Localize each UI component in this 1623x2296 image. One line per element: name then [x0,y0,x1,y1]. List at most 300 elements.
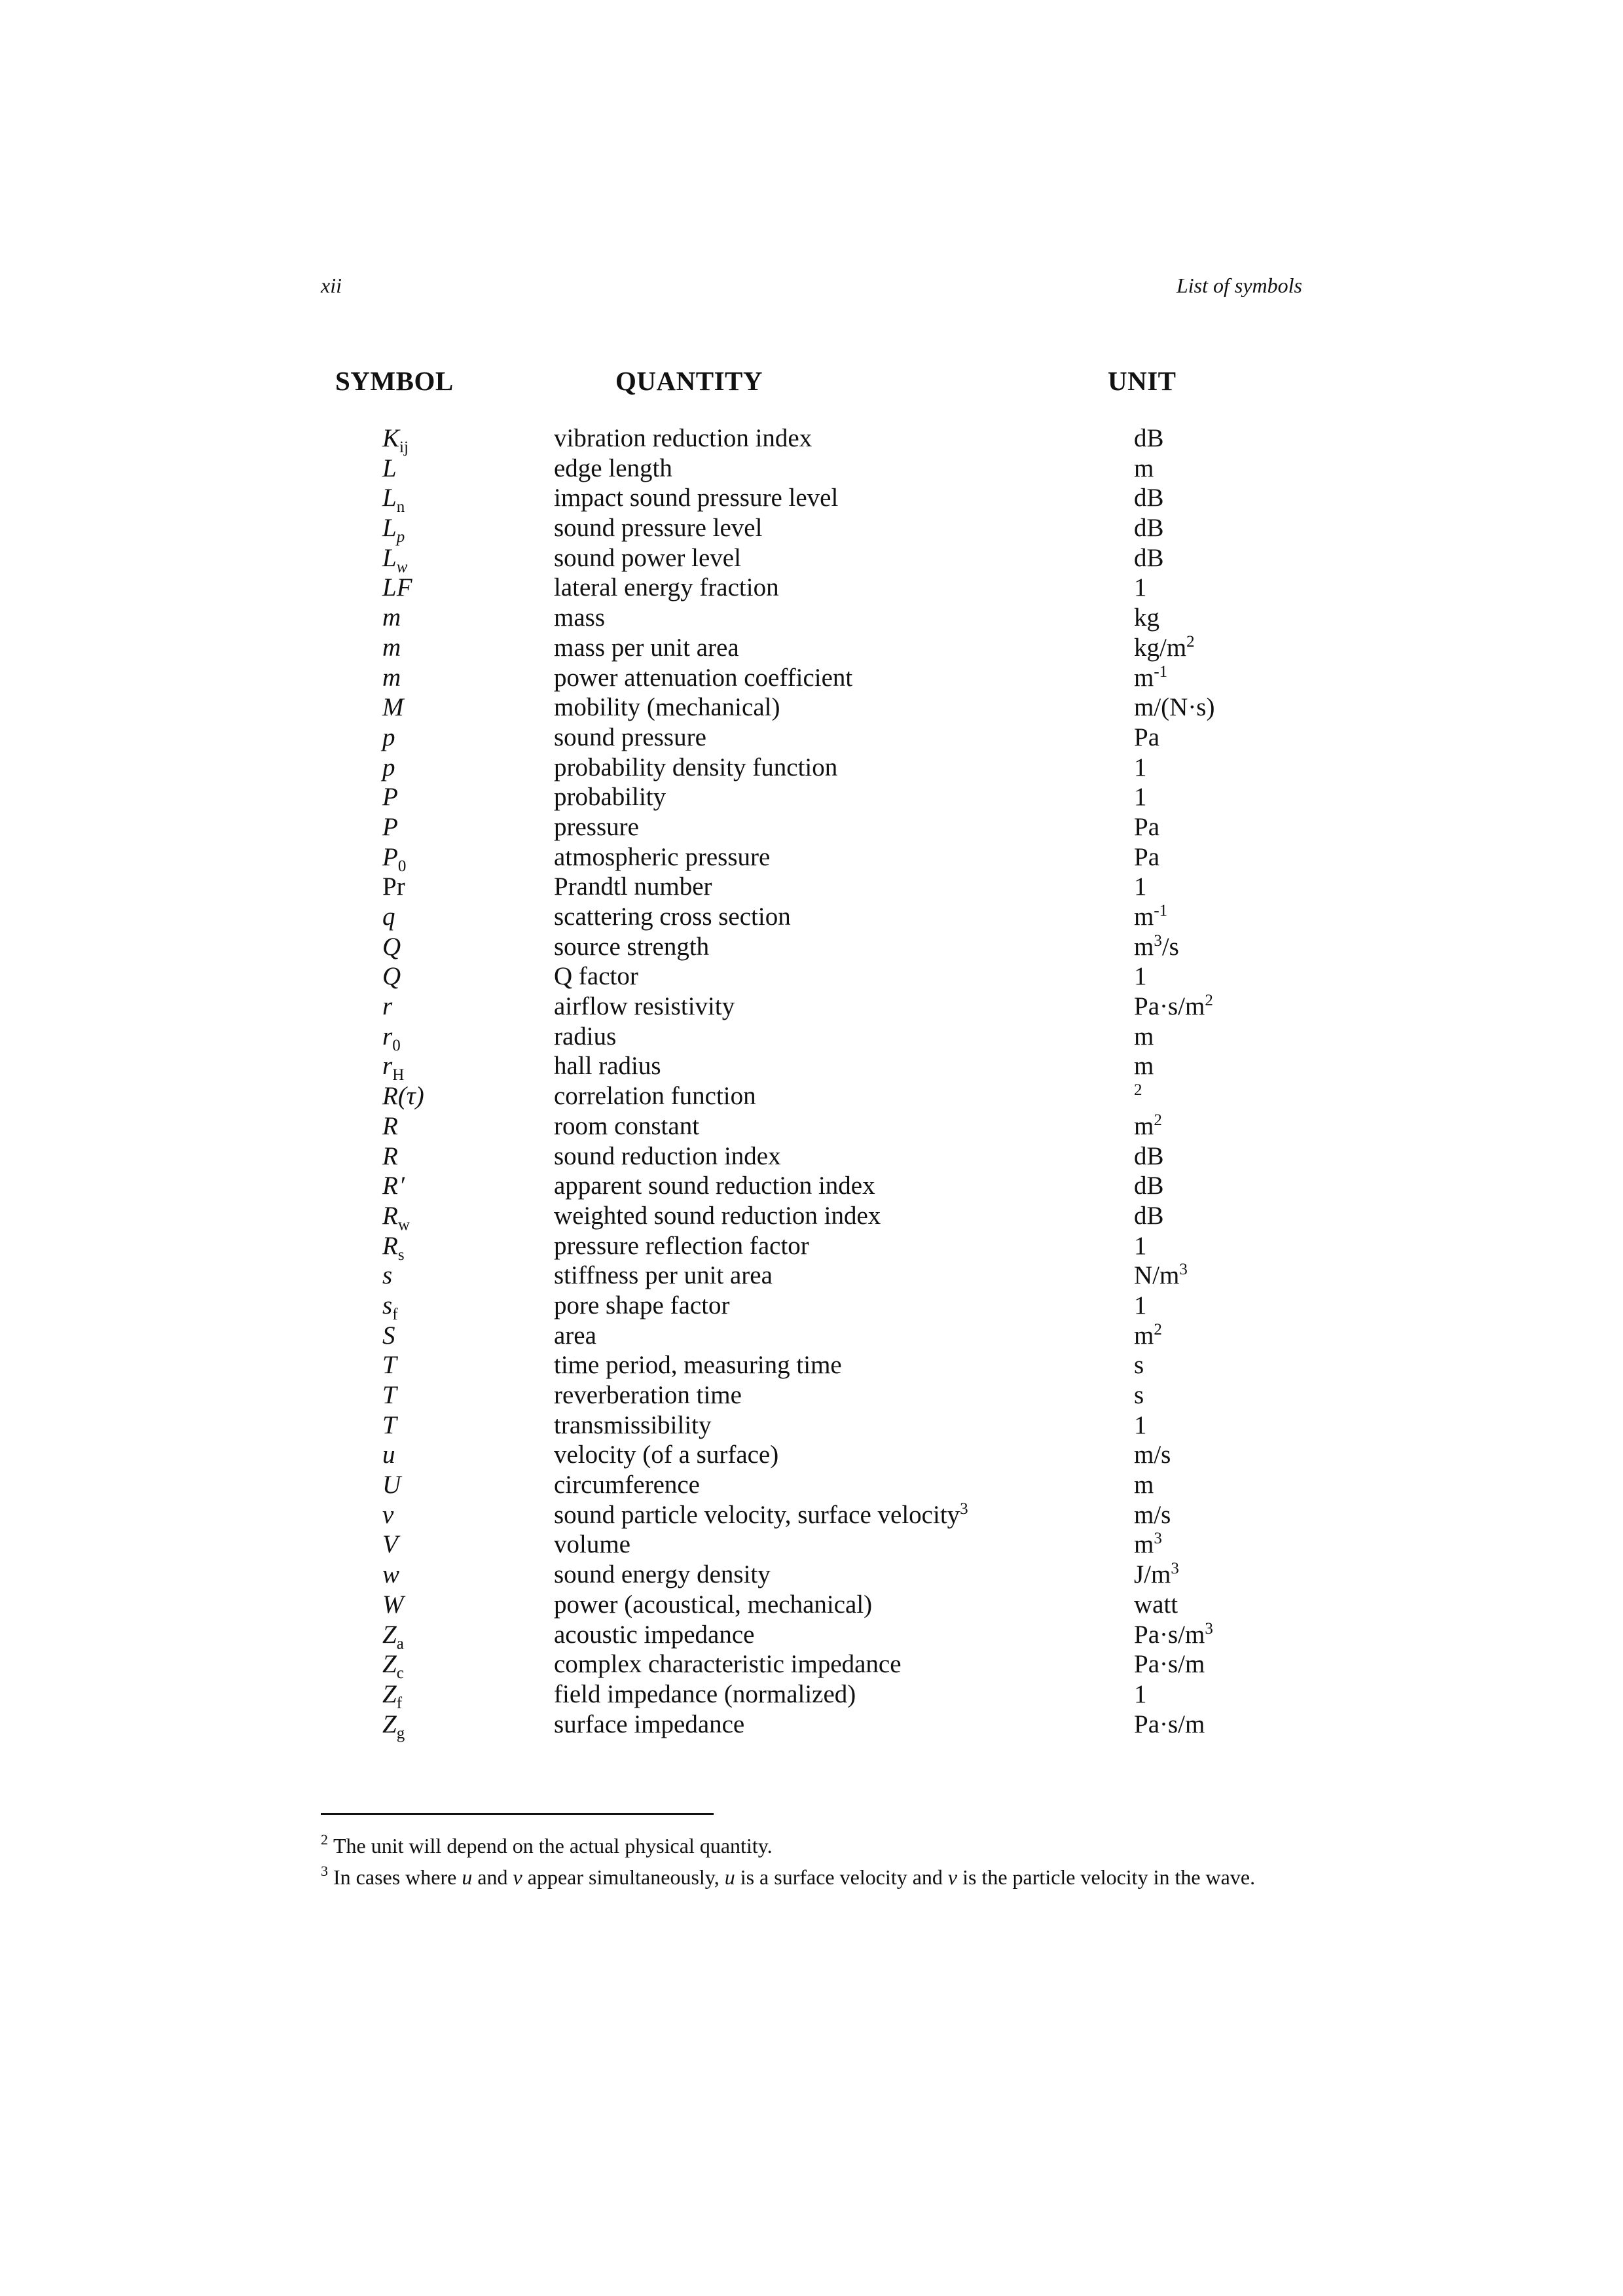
symbol-main: w [382,1560,400,1589]
table-row [0,1710,1623,1740]
quantity-cell [554,1111,699,1141]
unit-cell [1134,1201,1164,1231]
unit-cell [1134,1022,1154,1052]
symbol-cell [382,1171,406,1201]
footnote-3-var: u [462,1865,473,1889]
quantity-text: sound reduction index [554,1141,781,1170]
quantity-cell [554,633,739,663]
symbol-subscript: c [396,1664,404,1683]
quantity-text: sound pressure level [554,514,763,543]
unit-cell [1134,513,1164,543]
table-row [0,932,1623,962]
symbol-cell [382,723,395,753]
footnote-3-text: and [472,1865,513,1889]
symbol-main: S [382,1321,395,1350]
symbol-subscript: f [392,1305,398,1323]
symbol-cell [382,1380,397,1410]
table-row [0,1261,1623,1291]
unit-text: m [1134,1530,1154,1559]
quantity-cell [554,483,838,513]
unit-cell [1134,1111,1162,1141]
unit-cell [1134,663,1167,693]
symbol-main: R [382,1231,398,1260]
table-row [0,842,1623,875]
symbol-cell [382,423,409,454]
quantity-text: lateral energy fraction [554,573,779,602]
table-row [0,1410,1623,1441]
quantity-cell [554,663,852,693]
symbol-cell [382,543,408,576]
quantity-text: mass per unit area [554,633,739,662]
unit-text: dB [1134,424,1164,452]
unit-text: s [1134,1351,1144,1380]
unit-cell [1134,454,1154,484]
unit-text: s [1134,1381,1144,1409]
quantity-text: acoustic impedance [554,1620,755,1649]
symbol-main: P [382,842,398,871]
symbol-main: L [382,454,397,482]
table-row [0,1350,1623,1380]
symbol-cell [382,1051,405,1085]
footnote-3-var: v [947,1865,958,1889]
quantity-text: time period, measuring time [554,1351,842,1380]
unit-superscript: 3 [1205,1619,1213,1638]
unit-cell [1134,1261,1188,1291]
unit-text: dB [1134,1201,1164,1230]
quantity-text: scattering cross section [554,903,791,931]
symbol-cell [382,961,401,992]
unit-suffix: /s [1161,932,1179,961]
table-row [0,603,1623,633]
quantity-text: mass [554,603,605,632]
footnote-2-mark: 2 [321,1831,328,1848]
symbol-cell [382,932,401,962]
table-row [0,902,1623,932]
symbol-cell [382,1710,405,1740]
unit-text: Pa·s/m [1134,1710,1205,1738]
unit-cell [1134,902,1167,932]
unit-text: watt [1134,1590,1178,1619]
footnote-3-var: v [513,1865,522,1889]
symbol-cell [382,1022,401,1052]
unit-cell [1134,483,1164,513]
quantity-text: power attenuation coefficient [554,663,853,692]
footnote-3-text: In cases where [333,1865,462,1889]
table-row [0,1111,1623,1141]
quantity-cell [554,1081,756,1111]
symbol-cell [382,1470,401,1500]
symbol-cell [382,1620,404,1653]
table-row [0,1051,1623,1085]
symbol-subscript: w [396,558,408,576]
quantity-cell [554,1500,968,1530]
symbol-cell [382,1081,424,1111]
unit-text: Pa [1134,812,1159,841]
quantity-text: correlation function [554,1082,756,1111]
table-row [0,1649,1623,1683]
quantity-cell [554,1679,856,1710]
symbol-cell [382,1261,392,1291]
symbol-main: m [382,603,401,632]
unit-superscript: 3 [1179,1261,1188,1279]
footnote-3-mark: 3 [321,1863,328,1879]
table-row [0,1619,1623,1653]
unit-text: m [1134,932,1154,961]
unit-cell [1134,573,1147,603]
unit-cell [1134,723,1159,753]
symbol-cell [382,782,398,812]
table-row [0,483,1623,516]
footnote-rule [321,1813,714,1815]
quantity-cell [554,423,812,454]
quantity-cell [554,1530,630,1560]
table-row [0,992,1623,1022]
table-row [0,692,1623,723]
table-row [0,663,1623,693]
symbol-cell [382,633,401,663]
quantity-text: source strength [554,932,710,961]
quantity-text: transmissibility [554,1410,712,1439]
unit-text: 1 [1134,1291,1147,1319]
unit-text: Pa·s/m [1134,992,1205,1021]
unit-text: m [1134,454,1154,482]
unit-text: 1 [1134,1410,1147,1439]
unit-text: J/m [1134,1560,1171,1589]
unit-cell [1134,633,1195,663]
unit-cell [1134,1470,1154,1500]
quantity-cell [554,692,780,723]
unit-superscript: 3 [1154,931,1162,950]
symbol-main: q [382,903,395,931]
unit-cell [1134,423,1164,454]
symbol-subscript: 0 [397,857,407,875]
unit-superscript: 2 [1186,632,1195,651]
table-row [0,961,1623,992]
quantity-text: pressure reflection factor [554,1231,809,1260]
unit-text: m [1134,1052,1154,1081]
unit-text: m [1134,1471,1154,1499]
symbol-main: W [382,1590,404,1619]
symbol-main: P [382,783,398,812]
unit-text: dB [1134,543,1164,572]
table-row [0,1231,1623,1264]
symbol-main: K [382,424,400,452]
symbol-cell [382,842,407,875]
table-row [0,753,1623,783]
unit-superscript: 3 [1154,1530,1162,1548]
unit-cell [1134,1171,1164,1201]
symbol-main: Q [382,962,401,991]
unit-cell [1134,1620,1213,1650]
quantity-text: stiffness per unit area [554,1261,773,1290]
symbol-cell [382,872,405,902]
unit-text: N/m [1134,1261,1180,1290]
symbol-cell [382,902,395,932]
symbol-main: r [382,1022,393,1050]
unit-cell [1134,1590,1178,1620]
table-row [0,543,1623,576]
table-row [0,1141,1623,1172]
table-row [0,1500,1623,1530]
symbol-main: M [382,693,404,722]
quantity-text: apparent sound reduction index [554,1172,875,1200]
page-number: xii [321,274,342,297]
symbol-cell [382,1111,398,1141]
unit-text: dB [1134,1141,1164,1170]
quantity-text: sound pressure [554,723,706,751]
quantity-text: Prandtl number [554,872,712,901]
unit-cell [1134,1321,1162,1351]
symbol-cell [382,483,405,516]
symbol-cell [382,753,395,783]
symbol-subscript: ij [399,439,409,456]
symbol-main: s [382,1291,393,1319]
column-header-unit: UNIT [1108,366,1176,396]
unit-cell [1134,1051,1154,1081]
symbol-cell [382,1350,397,1380]
unit-text: 1 [1134,962,1147,991]
table-row [0,1440,1623,1470]
column-header-symbol: SYMBOL [335,366,454,396]
quantity-text: reverberation time [554,1381,742,1409]
unit-cell [1134,1500,1171,1530]
symbol-main: r [382,992,393,1021]
unit-text: 1 [1134,1231,1147,1260]
table-row [0,633,1623,663]
unit-text: kg [1134,603,1159,632]
symbol-main: Pr [382,872,405,901]
symbol-cell [382,454,397,484]
symbol-cell [382,1440,395,1470]
unit-cell [1134,872,1147,902]
symbol-main: R(τ) [382,1082,424,1111]
symbol-main: p [382,723,395,751]
table-row [0,423,1623,454]
quantity-cell [554,1410,712,1441]
quantity-cell [554,454,672,484]
quantity-text: mobility (mechanical) [554,693,780,722]
symbol-subscript: a [396,1634,404,1653]
footnote-reference: 3 [960,1499,968,1518]
quantity-text: pore shape factor [554,1291,730,1319]
unit-cell [1134,1231,1147,1261]
symbol-cell [382,513,405,547]
symbol-subscript: s [397,1246,405,1264]
quantity-cell [554,902,791,932]
unit-text: m/(N·s) [1134,693,1215,722]
quantity-text: weighted sound reduction index [554,1201,881,1230]
column-header-quantity: QUANTITY [615,366,763,396]
quantity-cell [554,842,770,872]
unit-superscript: 3 [1171,1560,1179,1578]
unit-cell [1134,692,1214,723]
quantity-cell [554,961,638,992]
quantity-text: sound particle velocity, surface velocity [554,1500,960,1529]
table-row [0,723,1623,753]
unit-cell [1134,1560,1179,1590]
symbol-cell [382,1141,398,1172]
unit-superscript: 2 [1205,992,1213,1010]
unit-text: 1 [1134,1679,1147,1708]
quantity-text: complex characteristic impedance [554,1650,902,1679]
table-row [0,1470,1623,1500]
symbol-subscript: n [396,498,405,516]
symbol-main: m [382,663,401,692]
quantity-text: impact sound pressure level [554,484,839,512]
table-row [0,1530,1623,1560]
footnote-3-text: appear simultaneously, [522,1865,725,1889]
quantity-cell [554,543,741,573]
unit-text: m/s [1134,1441,1171,1469]
symbol-cell [382,1530,398,1560]
symbol-cell [382,1500,393,1530]
quantity-cell [554,1590,872,1620]
unit-text: m [1134,1321,1154,1350]
table-row [0,1022,1623,1052]
unit-text: m [1134,1022,1154,1050]
quantity-cell [554,573,779,603]
quantity-text: probability [554,783,666,812]
quantity-text: volume [554,1530,630,1559]
symbol-cell [382,1679,402,1710]
symbol-cell [382,663,401,693]
symbol-main: T [382,1410,397,1439]
unit-cell [1134,1291,1147,1321]
symbol-cell [382,603,401,633]
quantity-text: atmospheric pressure [554,842,771,871]
symbol-main: R [382,1201,398,1230]
table-row [0,1081,1623,1111]
unit-cell [1134,1380,1144,1410]
quantity-text: airflow resistivity [554,992,735,1021]
symbol-main: u [382,1441,395,1469]
table-row [0,812,1623,842]
unit-text: dB [1134,1172,1164,1200]
unit-text: 1 [1134,573,1147,602]
table-row [0,1590,1623,1620]
symbol-main: T [382,1351,397,1380]
symbol-main: Z [382,1620,397,1649]
table-row [0,872,1623,902]
quantity-cell [554,1440,778,1470]
quantity-cell [554,1321,596,1351]
quantity-cell [554,1470,700,1500]
symbol-main: m [382,633,401,662]
quantity-cell [554,1710,744,1740]
unit-text: Pa [1134,723,1159,751]
symbol-subscript: H [392,1066,405,1085]
symbol-main: P [382,812,398,841]
unit-superscript: 2 [1154,1111,1162,1129]
unit-cell [1134,1081,1142,1111]
symbol-main: L [382,484,397,512]
quantity-cell [554,723,706,753]
unit-cell [1134,753,1147,783]
quantity-text: edge length [554,454,672,482]
unit-cell [1134,603,1159,633]
footnote-3-text: is the particle velocity in the wave. [957,1865,1256,1889]
symbol-main: T [382,1381,397,1409]
symbol-cell [382,1201,410,1234]
unit-text: m [1134,1111,1154,1140]
symbol-prime: ′ [400,1172,407,1200]
unit-text: Pa·s/m [1134,1650,1205,1679]
symbol-cell [382,1410,397,1441]
symbol-subscript: w [397,1215,410,1234]
quantity-text: hall radius [554,1052,661,1081]
unit-cell [1134,1649,1205,1679]
symbol-main: L [382,543,397,572]
quantity-text: radius [554,1022,617,1050]
quantity-text: area [554,1321,596,1350]
symbol-cell [382,992,392,1022]
unit-cell [1134,1440,1171,1470]
symbol-main: Z [382,1650,397,1679]
table-row [0,513,1623,547]
quantity-cell [554,1380,742,1410]
quantity-cell [554,1649,902,1679]
symbol-cell [382,1291,398,1321]
quantity-cell [554,1231,809,1261]
quantity-cell [554,992,735,1022]
symbol-cell [382,692,404,723]
quantity-cell [554,782,666,812]
quantity-cell [554,1560,771,1590]
symbol-cell [382,1560,399,1590]
quantity-cell [554,1291,730,1321]
table-row [0,1321,1623,1351]
unit-text: dB [1134,484,1164,512]
unit-text: m [1134,903,1154,931]
quantity-text: probability density function [554,753,838,781]
table-row [0,1201,1623,1234]
unit-text: 1 [1134,753,1147,781]
unit-cell [1134,1350,1144,1380]
unit-cell [1134,842,1159,872]
unit-text: Pa·s/m [1134,1620,1205,1649]
quantity-cell [554,872,712,902]
symbol-main: R [382,1172,398,1200]
symbol-subscript: f [396,1694,403,1712]
unit-cell [1134,782,1147,812]
symbol-subscript: g [396,1724,405,1742]
table-row [0,1560,1623,1590]
quantity-text: sound energy density [554,1560,771,1589]
quantity-text: pressure [554,812,639,841]
quantity-cell [554,1201,881,1231]
quantity-cell [554,1141,781,1172]
symbol-main: R [382,1141,398,1170]
quantity-cell [554,603,605,633]
quantity-cell [554,753,837,783]
quantity-cell [554,1350,842,1380]
symbol-cell [382,573,412,603]
symbol-main: V [382,1530,398,1559]
table-row [0,1679,1623,1710]
symbol-main: Q [382,932,401,961]
running-title: List of symbols [1176,274,1302,297]
unit-cell [1134,961,1147,992]
quantity-cell [554,1261,773,1291]
unit-cell [1134,1410,1147,1441]
quantity-text: circumference [554,1471,700,1499]
unit-text: Pa [1134,842,1159,871]
symbol-subscript: p [396,528,405,547]
quantity-cell [554,812,639,842]
unit-text: kg/m [1134,633,1187,662]
unit-text: m [1134,663,1154,692]
unit-cell [1134,1141,1164,1172]
